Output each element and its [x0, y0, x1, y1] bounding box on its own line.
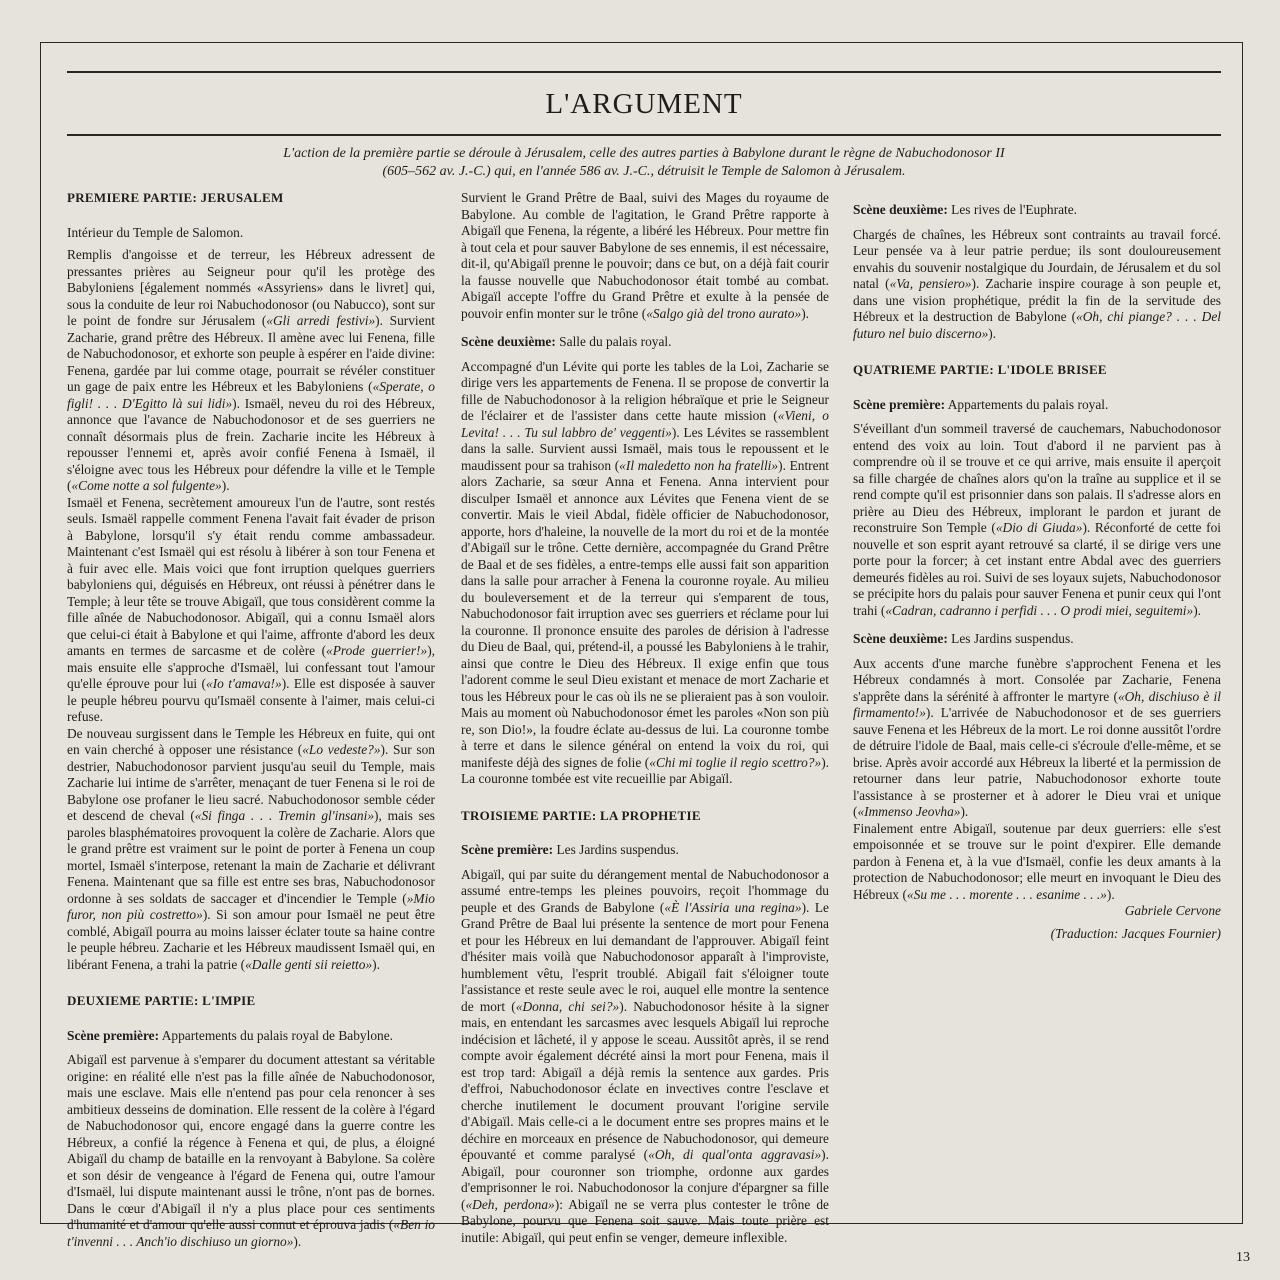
part2-paragraph-3: Accompagné d'un Lévite qui porte les tables de la Loi, Zacharie se dirige vers les appartements de Fenena. Il se propose de convertir la fille de Nabuchodonosor à la religion hébraïque et prie le Seigneur de l'éclairer et de l'assister dans cette haute mission («Vieni, o Levita! . . . Tu sul labbro de' veggenti»). Les Lévites se rassemblent dans la salle. Survient aussi Ismaël, mais tous le repoussent et le maudissent pour sa trahison («Il maledetto non ha fratelli»). Entrent alors Zacharie, sa sœur Anna et Fenena. Anna intervient pour disculper Ismaël et annonce aux Lévites que Fenena vient de se convertir. Mais le vieil Abdal, fidèle officier de Nabuchodonosor, apporte, hors d'haleine, la nouvelle de la mort du roi et de la montée d'Abigaïl sur le trône. Cette dernière, accompagnée du Grand Prêtre de Baal et de ses fidèles, a entre-temps elle aussi fait son apparition dans la salle pour arracher à Fenena la couronne royale. Au milieu du bouleversement et de la terreur qui s'emparent de tous, Nabuchodonosor fait irruption avec ses guerriers et réclame pour lui la couronne. Il prononce ensuite des paroles de dérision à l'adresse du Dieu de Baal, qui, prétend-il, a poussé les Babyloniens à le trahir, ainsi que contre le Dieu des Hébreux. Il exige enfin que tous l'adorent comme le seul Dieu existant et menace de mort Zacharie et tous les Hébreux pour le cas où ils ne se plieraient pas à son vouloir. Mais au moment où Nabuchodonosor émet les paroles «Non son più re, son Dio!», la foudre éclate au-dessus de lui. La couronne tombe à terre et dans le silence général on entend la voix du roi, qui manifeste déjà des signes de folie («Chi mi toglie il regio scettro?»). La couronne tombée est vite recueillie par Abigaïl.	[461, 358, 830, 786]
part1-heading: PREMIERE PARTIE: JERUSALEM	[67, 190, 284, 205]
part1-paragraph-3: De nouveau surgissent dans le Temple les Hébreux en fuite, qui ont en vain cherché à opposer une résistance («Lo vedeste?»). Sur son destrier, Nabuchodonosor parvient jusqu'au seuil du Temple, mais Zacharie lui intime de s'arrêter, menaçant de tuer Fenena si le roi de Babylone ose profaner le lieu sacré. Nabuchodonosor semble céder et descend de cheval («Si finga . . . Tremin gl'insani»), mais ses paroles blasphématoires provoquent la colère de Zacharie. Alors que le grand prêtre est vraiment sur le point de porter à Fenena un coup mortel, Ismaël s'interpose, retenant la main de Zacharie et délivrant Fenena. Maintenant que sa fille est entre ses bras, Nabuchodonosor ordonne à ses soldats de saccager et d'incendier le Temple (»Mio furor, non più costretto»). Si son amour pour Ismaël ne peut être comblé, Abigaïl pourra au moins laisser éclater toute sa haine contre le peuple hébreu. Zacharie et les Hébreux maudissent Ismaël qui, en libérant Fenena, a trahi la patrie («Dalle genti sii reietto»).	[67, 725, 435, 972]
part4-scene1: Scène première: Appartements du palais royal.	[853, 396, 1109, 412]
part4-paragraph-2: Aux accents d'une marche funèbre s'approchent Fenena et les Hébreux condamnés à mort. Consolée par Zacharie, Fenena s'apprête dans la sérénité à affronter le martyre («Oh, dischiuso è il firmamento!»). L'arrivée de Nabuchodonosor et de ses guerriers sauve Fenena et les Hébreux de la mort. Le roi donne aussitôt l'ordre de détruire l'idole de Baal, mais celle-ci s'écroule d'elle-même, et se brise. Après avoir accordé aux Hébreux la liberté et la permission de retourner dans leur patrie, Nabuchodonosor exhorte toute l'assistance à se prosterner et à adorer le Dieu vrai et unique («Immenso Jeovha»).	[853, 655, 1221, 819]
top-rule	[67, 71, 1221, 73]
part2-heading: DEUXIEME PARTIE: L'IMPIE	[67, 993, 256, 1008]
part4-scene2: Scène deuxième: Les Jardins suspendus.	[853, 631, 1074, 646]
part4-paragraph-3: Finalement entre Abigaïl, soutenue par deux guerriers: elle s'est empoisonnée et se trouve sur le point d'expirer. Elle demande pardon à Fenena et, à la vue d'Ismaël, confie les deux amants à la protection de Nabuchodonosor; elle meurt en invoquant le Dieu des Hébreux («Su me . . . morente . . . esanime . . .»).	[853, 820, 1221, 902]
part2-paragraph-1: Abigaïl est parvenue à s'emparer du document attestant sa véritable origine: en réalité elle n'est pas la fille aînée de Nabuchodonosor, mais une esclave. Mais elle n'entend pas pour cela renoncer à ses ambitieux desseins de domination. Elle ressent de la colère à l'égard de Nabuchodonosor qui, encore engagé dans la guerre contre les Hébreux, a confié la régence à Fenena et qui, de plus, a éloigné Abigaïl du champ de bataille en la renvoyant à Babylone. Sa colère et son désir de vengeance à l'égard de Fenena qui, outre l'amour d'Ismaël, lui dispute maintenant aussi le trône, n'ont pas de bornes. Dans le cœur d'Abigaïl il n'y a plus place pour ces sentiments d'humanité et d'amour qu'elle aussi connut et éprouva jadis («Ben io t'invenni . . . Anch'io dischiuso un giorno»).	[67, 1052, 435, 1249]
part3-scene1: Scène première: Les Jardins suspendus.	[461, 842, 679, 857]
column-2	[461, 190, 829, 1252]
intro-line-1: L'action de la première partie se déroule à Jérusalem, celle des autres parties à Babylone durant le règne de Nabuchodonosor II	[283, 146, 1005, 161]
page-number: 13	[1236, 1250, 1250, 1265]
intro-line-2: (605–562 av. J.-C.) qui, en l'année 586 av. J.-C., détruisit le Temple de Salomon à Jérusalem.	[382, 164, 906, 179]
column-1	[67, 190, 435, 1256]
part1-paragraph-2: Ismaël et Fenena, secrètement amoureux l'un de l'autre, sont restés seuls. Ismaël rappelle comment Fenena l'avait fait évader de prison à Babylone, lorsqu'il s'y était rendu comme ambassadeur. Maintenant c'est Ismaël qui est résolu à libérer à son tour Fenena et à fuir avec elle. Mais voici que font irruption quelques guerriers babyloniens qui, déguisés en Hébreux, ont réussi à pénétrer dans le Temple; à leur tête se trouve Abigaïl, que tous considèrent comme la fille aînée de Nabuchodonosor. Abigaïl, qui a connu Ismaël alors que celui-ci était à Babylone et qui l'aime, affronte d'abord les deux amants en termes de sarcasme et de colère («Prode guerrier!»), mais ensuite elle s'approche d'Ismaël, lui confessant tout l'amour qu'elle éprouve pour lui («Io t'amava!»). Elle est disposée à sauver le peuple hébreu pourvu qu'Ismaël consente à l'aimer, mais celui-ci refuse.	[67, 494, 436, 724]
part1-paragraph-1: Remplis d'angoisse et de terreur, les Hébreux adressent de pressantes prières au Seigneur pour qu'il les protège des Babyloniens [également nommés «Assyriens» dans le livret] qui, sous la conduite de leur roi Nabuchodonosor (ou Nabucco), sont sur le point de fondre sur Jérusalem («Gli arredi festivi»). Survient Zacharie, grand prêtre des Hébreux. Il amène avec lui Fenena, fille de Nabuchodonosor, et exhorte son peuple à espérer en l'aide divine: Fenena, gardée par lui comme otage, pourrait se révéler constituer un gage de paix entre les Hébreux et les Babyloniens («Sperate, o figli! . . . D'Egitto là sui lidi»). Ismaël, neveu du roi des Hébreux, annonce que l'avance de Nabuchodonosor et de ses guerriers ne connaît désormais plus de frein. Zacharie incite les Hébreux à repousser l'ennemi et, après avoir confié Fenena à Ismaël, il s'éloigne avec tous les Hébreux pour défendre la ville et le Temple («Come notte a sol fulgente»).	[67, 247, 436, 493]
part4-heading: QUATRIEME PARTIE: L'IDOLE BRISEE	[853, 362, 1107, 377]
part2-paragraph-2: Survient le Grand Prêtre de Baal, suivi des Mages du royaume de Babylone. Au comble de l'agitation, le Grand Prêtre rapporte à Abigaïl que Fenena, la régente, a libéré les Hébreux. Pour mettre fin à tout cela et pour sauver Babylone de ses ennemis, il est nécessaire, dit-il, qu'Abigaïl prenne le pouvoir; dans ce but, on a déjà fait courir la fausse nouvelle que Nabuchodonosor était tombé au combat. Abigaïl accepte l'offre du Grand Prêtre et exulte à la pensée de pouvoir enfin monter sur le trône («Salgo già del trono aurato»).	[461, 190, 829, 321]
translator-credit: (Traduction: Jacques Fournier)	[1050, 925, 1221, 941]
part2-scene2: Scène deuxième: Salle du palais royal.	[461, 334, 672, 349]
page-title: L'ARGUMENT	[545, 88, 743, 120]
part3-heading: TROISIEME PARTIE: LA PROPHETIE	[461, 807, 701, 823]
part2-scene1: Scène première: Appartements du palais royal de Babylone.	[67, 1027, 393, 1043]
author-signature: Gabriele Cervone	[1124, 903, 1221, 918]
intro-text	[67, 145, 1221, 181]
part3-paragraph-2: Chargés de chaînes, les Hébreux sont contraints au travail forcé. Leur pensée va à leur patrie perdue; ils sont douloureusement envahis du souvenir nostalgique du Jourdain, de Jérusalem et du sol natal («Va, pensiero»). Zacharie inspire courage à son peuple et, dans une vision prophétique, prédit la fin de la servitude des Hébreux et la destruction de Babylone («Oh, chi piange? . . . Del futuro nel buio discerno»).	[853, 226, 1222, 341]
part3-scene2: Scène deuxième: Les rives de l'Euphrate.	[853, 202, 1078, 217]
part4-paragraph-1: S'éveillant d'un sommeil traversé de cauchemars, Nabuchodonosor entend des voix au loin. Tout d'abord il ne parvient pas à comprendre où il se trouve et ce qui arrive, mais ensuite il aperçoit sa fille chargée de chaînes alors qu'on la traîne au supplice et il se rend compte qu'il est prisonnier dans son palais. Il s'adresse alors en prière au Dieu des Hébreux, implorant le pardon et jurant de reconstruire Son Temple («Dio di Giuda»). Réconforté de cette foi nouvelle et son esprit ayant retrouvé sa clarté, il se dirige vers une porte pour la forcer; à cet instant entre Abdal avec des guerriers demeurés fidèles au roi. Suivi de ses loyaux sujets, Nabuchodonosor se précipite hors du palais pour sauver Fenena et punir ceux qui l'ont trahi («Cadran, cadranno i perfidi . . . O prodi miei, seguitemi»).	[853, 421, 1221, 618]
title-rule	[67, 134, 1221, 136]
part3-paragraph-1: Abigaïl, qui par suite du dérangement mental de Nabuchodonosor a assumé entre-temps les pleines pouvoirs, reçoit l'hommage du peuple et des Grands de Babylone («È l'Assiria una regina»). Le Grand Prêtre de Baal lui présente la sentence de mort pour Fenena et pour les Hébreux en lui demandant de l'approuver. Abigaïl feint d'hésiter mais voilà que Nabuchodonosor apparaît à l'improviste, humblement vêtu, l'esprit troublé. Abigaïl fait s'éloigner toute l'assistance et reste seule avec le roi, auquel elle montre la sentence de mort («Donna, chi sei?»). Nabuchodonosor hésite à la signer mais, en entendant les sarcasmes avec lesquels Abigaïl lui reproche indécision et lâcheté, il y appose le sceau. Aussitôt après, il se rend compte avoir également décrété ainsi la mort pour Fenena, mais il est trop tard: Abigaïl a déjà remis la sentence aux gardes. Pris d'effroi, Nabuchodonosor éclate en invectives contre l'esclave et cherche inutilement le document prouvant l'origine servile d'Abigaïl. Mais celle-ci a le document entre ses propres mains et le déchire en morceaux en présence de Nabuchodonosor, qui demeure épouvanté et comme paralysé («Oh, di qual'onta aggravasi»). Abigaïl, pour couronner son triomphe, ordonne aux gardes d'emprisonner le roi. Nabuchodonosor la conjure d'épargner sa fille («Deh, perdona»): Abigaïl ne se verra plus contester le trône de Babylone, pourvu que Fenena soit sauve. Mais toute prière est inutile: Abigaïl, qui peut enfin se venger, demeure inflexible.	[461, 866, 830, 1245]
column-3	[853, 190, 1221, 948]
part1-setting: Intérieur du Temple de Salomon.	[67, 224, 244, 240]
